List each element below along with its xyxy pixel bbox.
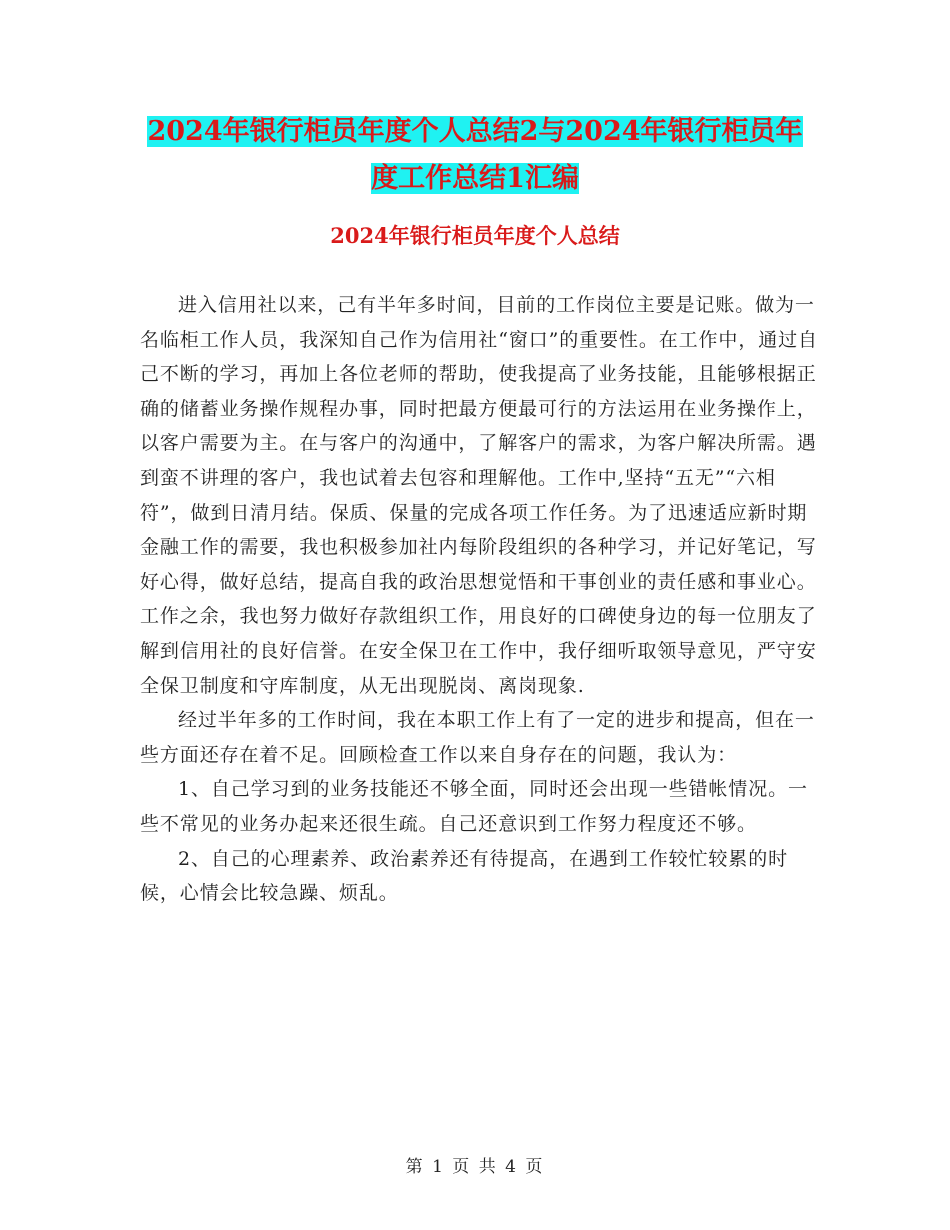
page-number-footer: 第 1 页 共 4 页 — [405, 1157, 545, 1177]
section-title: 2024年银行柜员年度个人总结 — [330, 223, 620, 248]
document-title — [140, 108, 810, 202]
document-title-line2: 度工作总结1汇编 — [371, 163, 579, 194]
paragraph-3: 1、自己学习到的业务技能还不够全面，同时还会出现一些错帐情况。一些不常见的业务办起来还很生疏。自己还意识到工作努力程度还不够。 — [140, 778, 808, 835]
document-body — [140, 288, 818, 911]
document-title-line1: 2024年银行柜员年度个人总结2与2024年银行柜员年 — [147, 116, 803, 147]
paragraph-1: 进入信用社以来，己有半年多时间，目前的工作岗位主要是记账。做为一名临柜工作人员，我深知自己作为信用社“窗口”的重要性。在工作中，通过自己不断的学习，再加上各位老师的帮助，使我提高了业务技能，且能够根据正确的储蓄业务操作规程办事，同时把最方便最可行的方法运用在业务操作上，以客户需要为主。在与客户的沟通中，了解客户的需求，为客户解决所需。遇到蛮不讲理的客户，我也试着去包容和理解他。工作中,坚持“五无”“六相符”，做到日清月结。保质、保量的完成各项工作任务。为了迅速适应新时期金融工作的需要，我也积极参加社内每阶段组织的各种学习，并记好笔记，写好心得，做好总结，提高自我的政治思想觉悟和干事创业的责任感和事业心。工作之余，我也努力做好存款组织工作，用良好的口碑使身边的每一位朋友了解到信用社的良好信誉。在安全保卫在工作中，我仔细听取领导意见，严守安全保卫制度和守库制度，从无出现脱岗、离岗现象. — [140, 294, 818, 697]
paragraph-2: 经过半年多的工作时间，我在本职工作上有了一定的进步和提高，但在一些方面还存在着不足。回顾检查工作以来自身存在的问题，我认为： — [140, 709, 815, 766]
paragraph-4: 2、自己的心理素养、政治素养还有待提高，在遇到工作较忙较累的时候，心情会比较急躁、烦乱。 — [140, 847, 788, 905]
